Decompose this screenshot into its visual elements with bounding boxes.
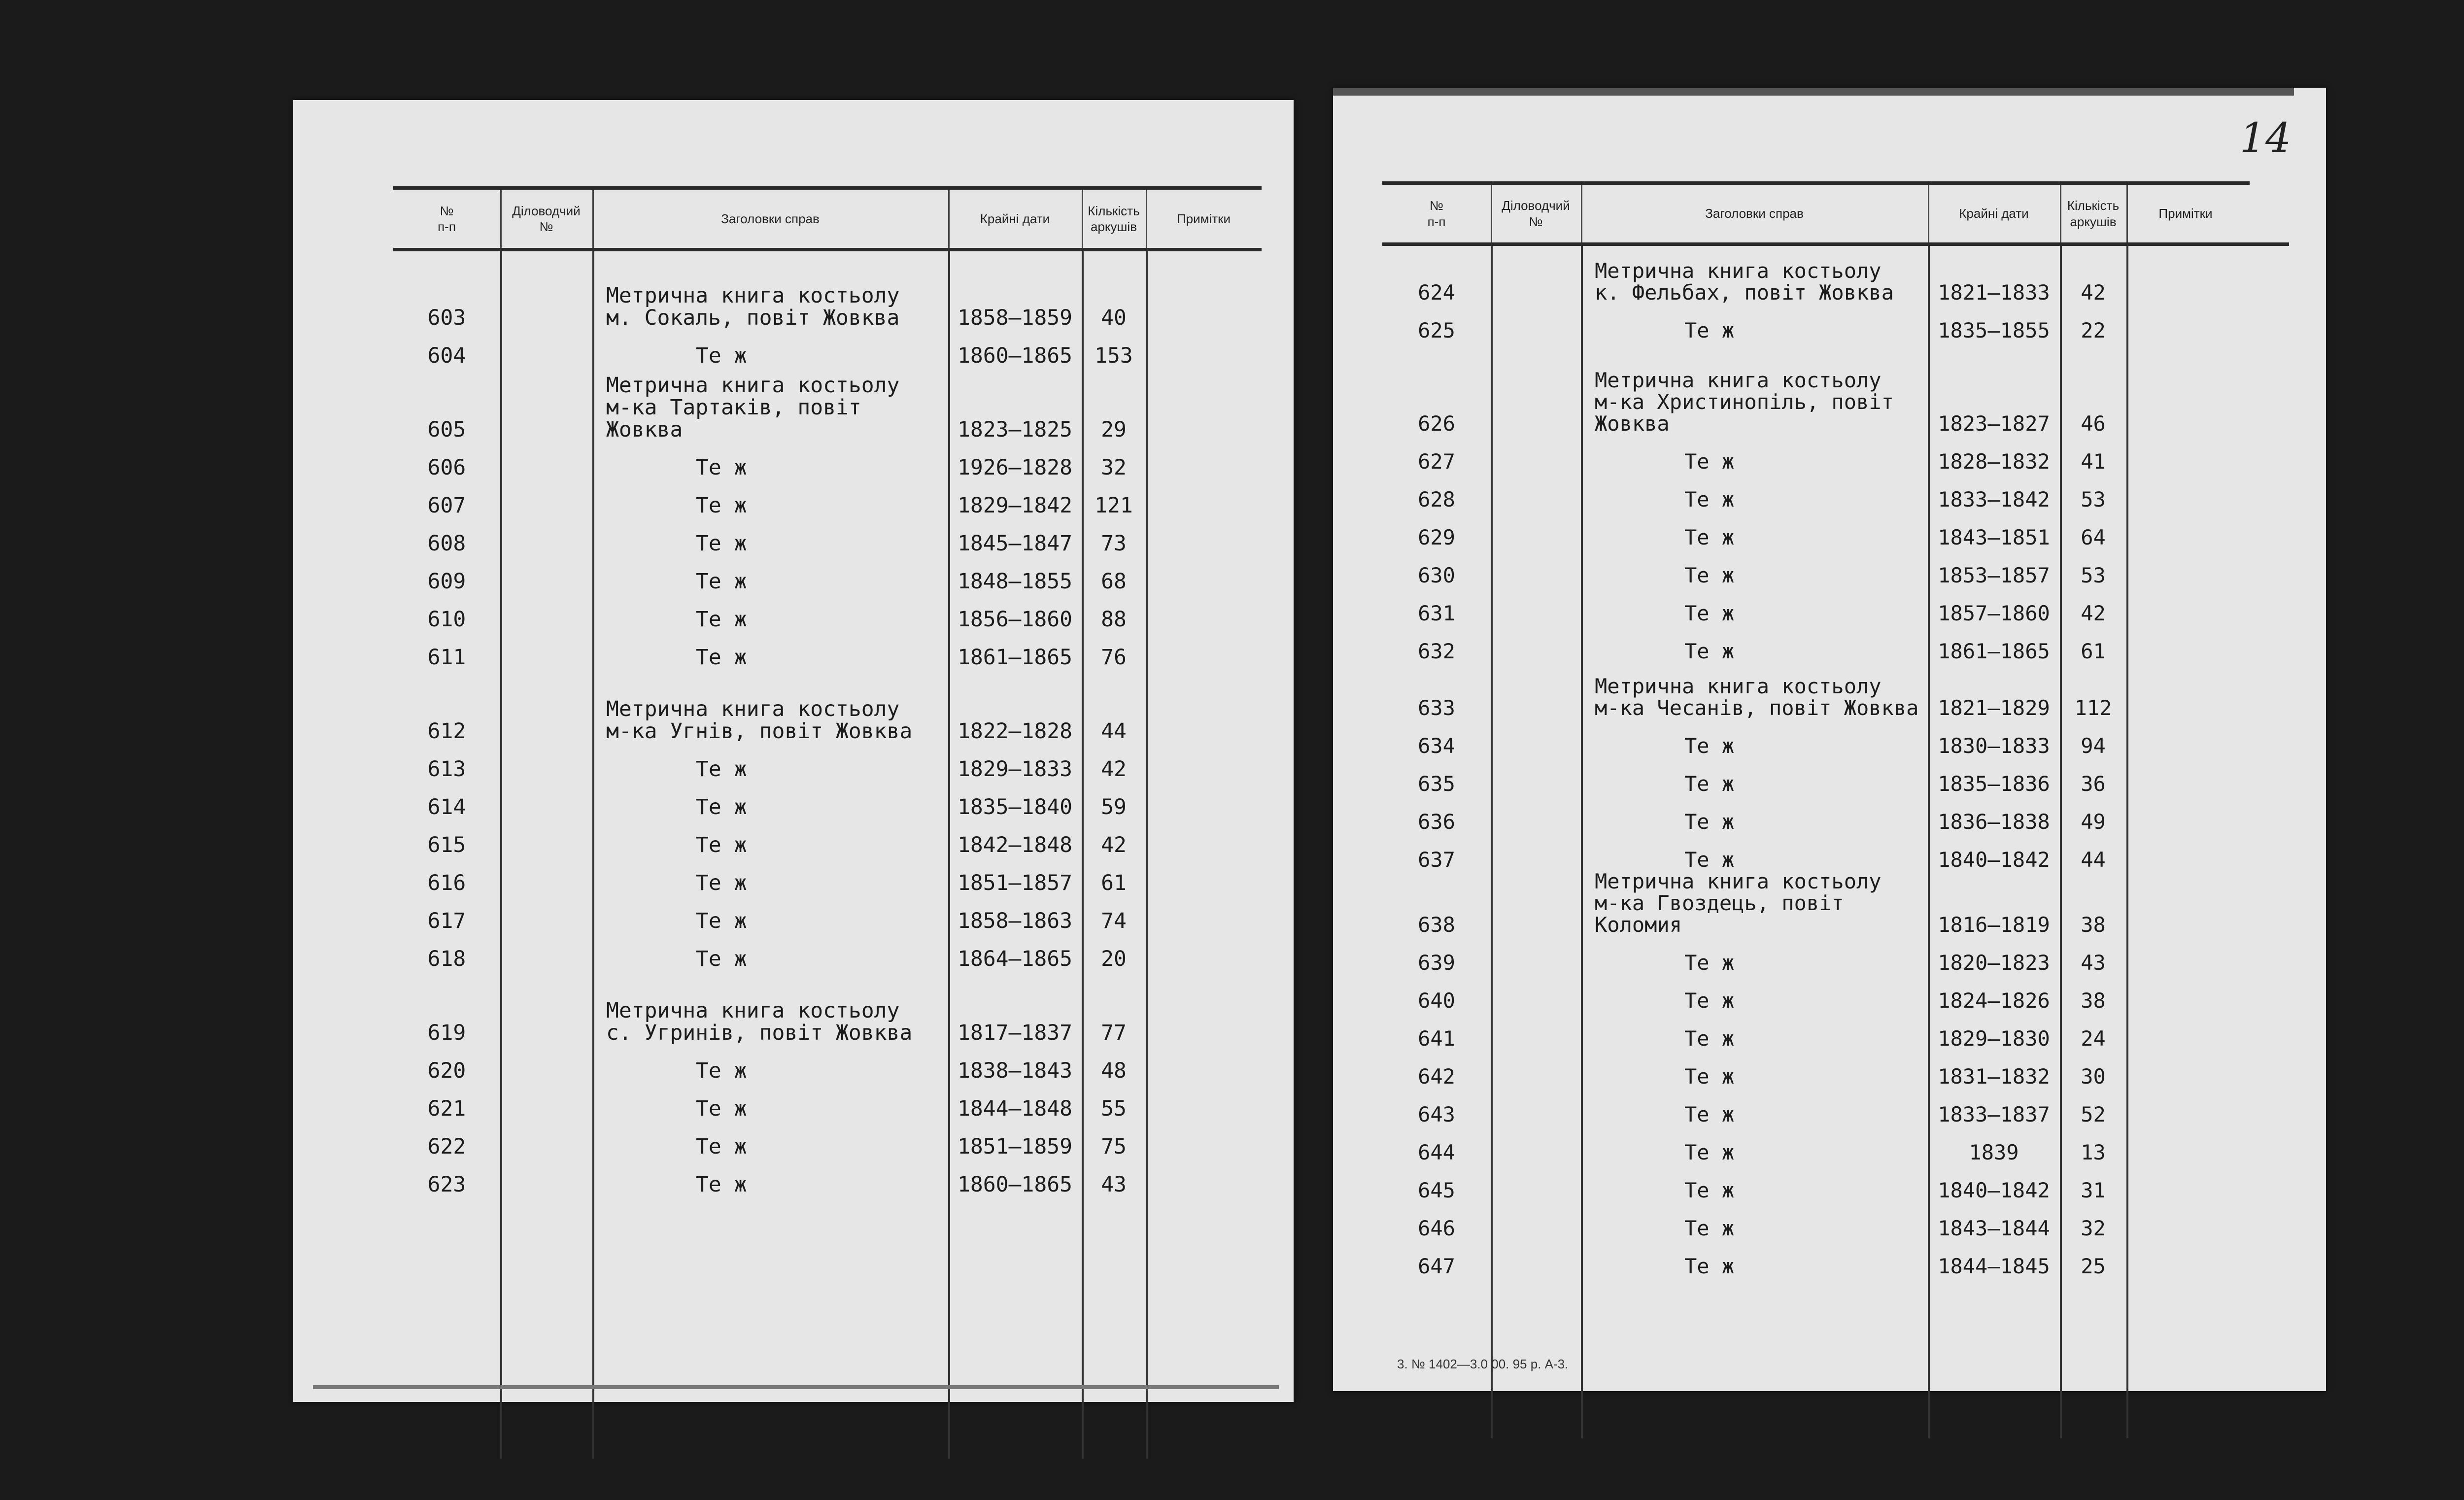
cell-ref (500, 1082, 592, 1120)
cell-ref (1491, 260, 1581, 304)
cell-ref (500, 593, 592, 631)
cell-sheets: 76 (1101, 645, 1127, 669)
cell-ref (1491, 1050, 1581, 1088)
cell-num: 630 (1418, 563, 1455, 587)
cell-num: 609 (427, 569, 466, 593)
table-row (393, 631, 1146, 669)
cell-dates: 1833–1842 (1938, 487, 2050, 511)
cell-title: Те ж (696, 493, 747, 517)
cell-num: 642 (1418, 1064, 1455, 1088)
table-row (1382, 1201, 2126, 1239)
cell-sheets: 153 (1095, 343, 1133, 367)
table-row (393, 517, 1146, 555)
table-row (1382, 473, 2126, 511)
cell-title: Те ж (696, 1058, 747, 1082)
header-bottom-rule (1382, 242, 2289, 246)
cell-sheets: 44 (1101, 718, 1127, 743)
cell-dates: 1835–1840 (958, 794, 1072, 818)
cell-num: 644 (1418, 1140, 1455, 1164)
cell-ref (1491, 473, 1581, 511)
cell-num: 612 (427, 718, 466, 743)
cell-sheets: 32 (2081, 1216, 2106, 1240)
cell-sheets: 73 (1101, 531, 1127, 555)
cell-sheets: 61 (1101, 870, 1127, 894)
cell-sheets: 53 (2081, 563, 2106, 587)
cell-sheets: 38 (2081, 913, 2106, 936)
cell-sheets: 43 (2081, 951, 2106, 974)
cell-num: 603 (427, 305, 466, 329)
cell-num: 606 (427, 455, 466, 479)
cell-dates: 1861–1865 (1938, 639, 2050, 663)
table-row (393, 669, 1146, 743)
cell-sheets: 77 (1101, 1020, 1127, 1044)
cell-title: Те ж (696, 794, 747, 818)
cell-ref (1491, 974, 1581, 1012)
cell-sheets: 88 (1101, 607, 1127, 631)
cell-ref (500, 743, 592, 781)
cell-title: Те ж (1684, 1140, 1735, 1164)
cell-title: Те ж (1684, 772, 1735, 795)
cell-title: Те ж (1684, 1178, 1735, 1202)
cell-ref (500, 631, 592, 669)
table-row (1382, 833, 2126, 871)
cell-num: 608 (427, 531, 466, 555)
cell-num: 616 (427, 870, 466, 894)
cell-sheets: 42 (2081, 280, 2106, 304)
cell-num: 633 (1418, 696, 1455, 719)
header-ref: Діловодчий № (1502, 198, 1570, 229)
cell-sheets: 59 (1101, 794, 1127, 818)
cell-num: 605 (427, 417, 466, 441)
cell-title: Те ж (696, 569, 747, 593)
cell-num: 631 (1418, 601, 1455, 625)
cell-title: Те ж (696, 1096, 747, 1120)
cell-sheets: 75 (1101, 1134, 1127, 1158)
cell-title: Те ж (696, 607, 747, 631)
cell-title: Те ж (1684, 1216, 1735, 1240)
cell-dates: 1858–1859 (958, 305, 1072, 329)
cell-ref (1491, 511, 1581, 548)
cell-title: Метрична книга костьолу м-ка Чесанів, повіт Жовква (1595, 674, 1919, 719)
cell-num: 619 (427, 1020, 466, 1044)
cell-dates: 1840–1842 (1938, 1178, 2050, 1202)
header-notes: Примітки (2158, 206, 2213, 221)
cell-sheets: 48 (1101, 1058, 1127, 1082)
cell-ref (1491, 1012, 1581, 1050)
cell-sheets: 74 (1101, 908, 1127, 932)
cell-ref (1491, 936, 1581, 974)
table-row (393, 818, 1146, 856)
table-row (1382, 511, 2126, 548)
cell-sheets: 25 (2081, 1254, 2106, 1278)
table-row (1382, 719, 2126, 757)
cell-num: 625 (1418, 318, 1455, 342)
table-row (1382, 1125, 2126, 1163)
column-line (1146, 251, 1148, 1459)
cell-sheets: 42 (1101, 756, 1127, 781)
cell-dates: 1823–1825 (958, 417, 1072, 441)
page-number: 14 (2240, 115, 2292, 162)
cell-sheets: 42 (1101, 832, 1127, 856)
table-row (393, 1082, 1146, 1120)
cell-ref (1491, 341, 1581, 435)
cell-num: 624 (1418, 280, 1455, 304)
cell-dates: 1860–1865 (958, 343, 1072, 367)
cell-title: Те ж (1684, 848, 1735, 871)
table-row (1382, 974, 2126, 1012)
cell-title: Метрична книга костьолу м. Сокаль, повіт Жовква (606, 283, 900, 329)
cell-ref (1491, 1088, 1581, 1125)
cell-ref (500, 970, 592, 1044)
cell-sheets: 94 (2081, 734, 2106, 757)
cell-sheets: 31 (2081, 1178, 2106, 1202)
cell-sheets: 42 (2081, 601, 2106, 625)
cell-sheets: 43 (1101, 1172, 1127, 1196)
cell-title: Те ж (1684, 318, 1735, 342)
cell-dates: 1926–1828 (958, 455, 1072, 479)
cell-sheets: 41 (2081, 449, 2106, 473)
cell-sheets: 61 (2081, 639, 2106, 663)
cell-ref (500, 367, 592, 441)
cell-sheets: 13 (2081, 1140, 2106, 1164)
cell-title: Те ж (696, 455, 747, 479)
cell-dates: 1822–1828 (958, 718, 1072, 743)
cell-sheets: 36 (2081, 772, 2106, 795)
table-row (393, 894, 1146, 932)
cell-dates: 1817–1837 (958, 1020, 1072, 1044)
cell-dates: 1833–1837 (1938, 1102, 2050, 1126)
cell-title: Те ж (1684, 1254, 1735, 1278)
header-dates: Крайні дати (980, 211, 1050, 226)
cell-num: 635 (1418, 772, 1455, 795)
cell-num: 638 (1418, 913, 1455, 936)
cell-dates: 1843–1851 (1938, 525, 2050, 549)
cell-sheets: 121 (1095, 493, 1133, 517)
cell-title: Те ж (1684, 810, 1735, 833)
cell-ref (1491, 1163, 1581, 1201)
cell-sheets: 53 (2081, 487, 2106, 511)
cell-sheets: 55 (1101, 1096, 1127, 1120)
cell-dates: 1857–1860 (1938, 601, 2050, 625)
cell-sheets: 52 (2081, 1102, 2106, 1126)
cell-ref (500, 1120, 592, 1158)
cell-ref (1491, 757, 1581, 795)
cell-dates: 1851–1859 (958, 1134, 1072, 1158)
cell-ref (500, 856, 592, 894)
header-num: № п-п (1427, 198, 1446, 229)
cell-num: 615 (427, 832, 466, 856)
table-row (1382, 548, 2126, 586)
header-ref: Діловодчий № (512, 203, 581, 234)
header-title: Заголовки справ (721, 211, 820, 226)
cell-sheets: 22 (2081, 318, 2106, 342)
cell-dates: 1829–1842 (958, 493, 1072, 517)
cell-ref (500, 894, 592, 932)
table-row (393, 273, 1146, 329)
register-table-right (1382, 260, 2126, 1277)
cell-dates: 1835–1855 (1938, 318, 2050, 342)
cell-title: Те ж (1684, 563, 1735, 587)
cell-num: 626 (1418, 411, 1455, 435)
table-row (393, 743, 1146, 781)
print-footer: 3. № 1402—3.0 00. 95 р. А-3. (1397, 1357, 1569, 1371)
page-top-edge (1333, 88, 2294, 96)
cell-ref (500, 781, 592, 818)
cell-sheets: 30 (2081, 1064, 2106, 1088)
cell-ref (500, 555, 592, 593)
cell-dates: 1829–1833 (958, 756, 1072, 781)
table-row (393, 441, 1146, 479)
cell-num: 646 (1418, 1216, 1455, 1240)
cell-ref (1491, 833, 1581, 871)
cell-title: Метрична книга костьолу с. Угринів, повіт Жовква (606, 998, 913, 1044)
table-row (393, 970, 1146, 1044)
table-row (1382, 936, 2126, 974)
cell-num: 627 (1418, 449, 1455, 473)
cell-title: Те ж (1684, 525, 1735, 549)
cell-num: 611 (427, 645, 466, 669)
cell-dates: 1860–1865 (958, 1172, 1072, 1196)
cell-ref (1491, 435, 1581, 473)
header-title: Заголовки справ (1705, 206, 1804, 221)
cell-sheets: 24 (2081, 1026, 2106, 1050)
cell-ref (1491, 871, 1581, 936)
cell-num: 623 (427, 1172, 466, 1196)
table-row (1382, 795, 2126, 833)
cell-dates: 1824–1826 (1938, 989, 2050, 1012)
cell-sheets: 40 (1101, 305, 1127, 329)
table-row (1382, 586, 2126, 624)
table-row (393, 555, 1146, 593)
cell-num: 617 (427, 908, 466, 932)
cell-dates: 1828–1832 (1938, 449, 2050, 473)
cell-title: Те ж (696, 1134, 747, 1158)
cell-title: Те ж (1684, 734, 1735, 757)
header-bottom-rule (393, 248, 1262, 251)
cell-dates: 1821–1833 (1938, 280, 2050, 304)
cell-ref (1491, 662, 1581, 719)
cell-ref (500, 932, 592, 970)
cell-ref (1491, 795, 1581, 833)
cell-num: 645 (1418, 1178, 1455, 1202)
cell-num: 636 (1418, 810, 1455, 833)
cell-dates: 1848–1855 (958, 569, 1072, 593)
cell-title: Те ж (696, 908, 747, 932)
cell-title: Те ж (1684, 487, 1735, 511)
cell-dates: 1840–1842 (1938, 848, 2050, 871)
table-row (1382, 435, 2126, 473)
table-row (393, 1158, 1146, 1196)
cell-sheets: 29 (1101, 417, 1127, 441)
table-row (393, 856, 1146, 894)
cell-sheets: 64 (2081, 525, 2106, 549)
cell-title: Те ж (1684, 1102, 1735, 1126)
cell-ref (1491, 719, 1581, 757)
cell-sheets: 46 (2081, 411, 2106, 435)
cell-sheets: 49 (2081, 810, 2106, 833)
cell-dates: 1843–1844 (1938, 1216, 2050, 1240)
table-row (393, 593, 1146, 631)
cell-title: Те ж (1684, 989, 1735, 1012)
cell-num: 628 (1418, 487, 1455, 511)
table-row (1382, 662, 2126, 719)
cell-num: 643 (1418, 1102, 1455, 1126)
cell-sheets: 44 (2081, 848, 2106, 871)
cell-ref (1491, 624, 1581, 662)
cell-num: 613 (427, 756, 466, 781)
cell-dates: 1823–1827 (1938, 411, 2050, 435)
cell-ref (1491, 304, 1581, 341)
cell-ref (500, 818, 592, 856)
cell-dates: 1836–1838 (1938, 810, 2050, 833)
cell-num: 637 (1418, 848, 1455, 871)
cell-title: Те ж (696, 531, 747, 555)
page-bottom-edge (313, 1385, 1279, 1389)
table-row (1382, 624, 2126, 662)
cell-title: Те ж (696, 870, 747, 894)
cell-dates: 1820–1823 (1938, 951, 2050, 974)
table-row (1382, 757, 2126, 795)
left-archive-page (293, 100, 1294, 1402)
cell-ref (1491, 1201, 1581, 1239)
cell-dates: 1816–1819 (1938, 913, 2050, 936)
cell-num: 604 (427, 343, 466, 367)
cell-title: Те ж (1684, 951, 1735, 974)
cell-sheets: 38 (2081, 989, 2106, 1012)
cell-num: 618 (427, 946, 466, 970)
cell-num: 639 (1418, 951, 1455, 974)
table-row (1382, 304, 2126, 341)
cell-num: 647 (1418, 1254, 1455, 1278)
cell-dates: 1851–1857 (958, 870, 1072, 894)
cell-num: 607 (427, 493, 466, 517)
header-num: № п-п (438, 203, 456, 234)
cell-num: 632 (1418, 639, 1455, 663)
cell-num: 610 (427, 607, 466, 631)
cell-ref (1491, 548, 1581, 586)
cell-title: Метрична книга костьолу м-ка Угнів, повіт Жовква (606, 696, 913, 743)
cell-sheets: 68 (1101, 569, 1127, 593)
cell-title: Те ж (1684, 1026, 1735, 1050)
table-row (393, 479, 1146, 517)
table-row (1382, 260, 2126, 304)
table-row (393, 1120, 1146, 1158)
cell-ref (500, 1158, 592, 1196)
cell-dates: 1844–1848 (958, 1096, 1072, 1120)
cell-title: Те ж (696, 343, 747, 367)
cell-ref (500, 441, 592, 479)
column-line (2126, 246, 2128, 1438)
cell-dates: 1861–1865 (958, 645, 1072, 669)
cell-title: Те ж (696, 946, 747, 970)
right-archive-page (1333, 88, 2326, 1391)
register-table-left (393, 273, 1146, 1196)
cell-ref (500, 1044, 592, 1082)
cell-title: Те ж (1684, 1064, 1735, 1088)
table-row (393, 932, 1146, 970)
cell-dates: 1821–1829 (1938, 696, 2050, 719)
header-sheets: Кількість аркушів (2067, 198, 2120, 229)
cell-title: Метрична книга костьолу м-ка Гвоздець, повіт Коломия (1595, 871, 1882, 936)
table-row (1382, 1088, 2126, 1125)
cell-dates: 1858–1863 (958, 908, 1072, 932)
cell-dates: 1829–1830 (1938, 1026, 2050, 1050)
table-row (1382, 1012, 2126, 1050)
cell-dates: 1842–1848 (958, 832, 1072, 856)
cell-title: Те ж (1684, 449, 1735, 473)
cell-ref (500, 517, 592, 555)
header-sheets: Кількість аркушів (1088, 203, 1140, 234)
cell-title: Те ж (696, 832, 747, 856)
cell-title: Те ж (696, 756, 747, 781)
cell-ref (500, 479, 592, 517)
cell-sheets: 32 (1101, 455, 1127, 479)
cell-ref (1491, 586, 1581, 624)
cell-ref (500, 273, 592, 329)
cell-num: 640 (1418, 989, 1455, 1012)
cell-dates: 1831–1832 (1938, 1064, 2050, 1088)
table-row (393, 367, 1146, 441)
header-top-rule (1382, 181, 2250, 185)
cell-ref (500, 669, 592, 743)
cell-ref (1491, 1239, 1581, 1277)
header-dates: Крайні дати (1959, 206, 2029, 221)
cell-dates: 1838–1843 (958, 1058, 1072, 1082)
cell-dates: 1844–1845 (1938, 1254, 2050, 1278)
cell-dates: 1853–1857 (1938, 563, 2050, 587)
cell-title: Те ж (696, 645, 747, 669)
table-row (393, 329, 1146, 367)
cell-dates: 1830–1833 (1938, 734, 2050, 757)
cell-num: 622 (427, 1134, 466, 1158)
table-row (1382, 341, 2126, 435)
cell-num: 620 (427, 1058, 466, 1082)
cell-title: Те ж (1684, 639, 1735, 663)
cell-dates: 1856–1860 (958, 607, 1072, 631)
cell-title: Те ж (1684, 601, 1735, 625)
table-row (1382, 1239, 2126, 1277)
cell-title: Метрична книга костьолу м-ка Христинопіль, повіт Жовква (1595, 368, 1894, 435)
cell-sheets: 20 (1101, 946, 1127, 970)
cell-dates: 1845–1847 (958, 531, 1072, 555)
table-row (1382, 1163, 2126, 1201)
table-row (393, 1044, 1146, 1082)
cell-num: 614 (427, 794, 466, 818)
cell-sheets: 112 (2074, 696, 2112, 719)
cell-title: Те ж (696, 1172, 747, 1196)
cell-num: 641 (1418, 1026, 1455, 1050)
header-top-rule (393, 186, 1262, 190)
table-row (1382, 1050, 2126, 1088)
cell-dates: 1835–1836 (1938, 772, 2050, 795)
cell-ref (1491, 1125, 1581, 1163)
cell-ref (500, 329, 592, 367)
cell-num: 629 (1418, 525, 1455, 549)
cell-title: Метрична книга костьолу к. Фельбах, повіт Жовква (1595, 260, 1894, 304)
cell-num: 621 (427, 1096, 466, 1120)
table-row (1382, 871, 2126, 936)
cell-dates: 1864–1865 (958, 946, 1072, 970)
cell-num: 634 (1418, 734, 1455, 757)
header-notes: Примітки (1176, 211, 1231, 226)
cell-dates: 1839 (1969, 1140, 2019, 1164)
table-row (393, 781, 1146, 818)
cell-title: Метрична книга костьолу м-ка Тартаків, повіт Жовква (606, 373, 900, 441)
